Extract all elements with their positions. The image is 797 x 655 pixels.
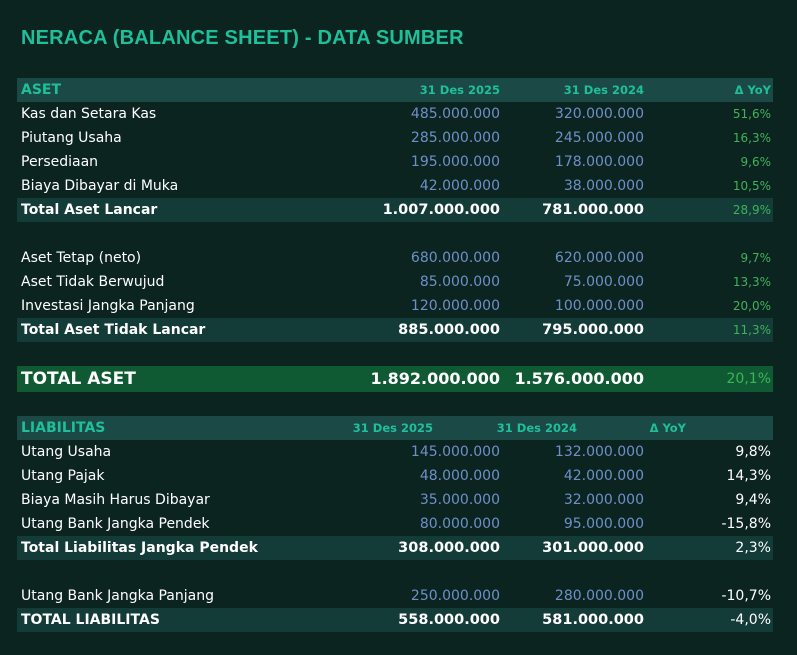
- grand-total-label: TOTAL ASET: [21, 369, 136, 389]
- table-row[interactable]: [17, 584, 773, 608]
- row-value-2025: 85.000.000: [419, 274, 500, 290]
- row-label: Utang Usaha: [21, 444, 112, 460]
- total-value-2025: 308.000.000: [398, 540, 500, 556]
- row-value-2025: 680.000.000: [410, 250, 500, 266]
- liabilitas-header-label: LIABILITAS: [21, 420, 106, 436]
- row-value-2024: 100.000.000: [554, 298, 644, 314]
- total-row[interactable]: [17, 536, 773, 560]
- table-row[interactable]: [17, 126, 773, 150]
- table-row[interactable]: [17, 270, 773, 294]
- row-value-2025: 35.000.000: [419, 492, 500, 508]
- total-row[interactable]: [17, 318, 773, 342]
- table-row[interactable]: [17, 464, 773, 488]
- row-value-2025: 120.000.000: [410, 298, 500, 314]
- total-value-2025: 885.000.000: [398, 322, 500, 338]
- row-yoy: 9,7%: [740, 251, 771, 265]
- row-yoy: 10,5%: [732, 179, 771, 193]
- total-value-2024: 581.000.000: [542, 612, 644, 628]
- row-label: Kas dan Setara Kas: [21, 106, 157, 122]
- row-yoy: 9,8%: [735, 444, 771, 460]
- row-yoy: 9,6%: [740, 155, 771, 169]
- table-row[interactable]: [17, 488, 773, 512]
- row-value-2025: 145.000.000: [410, 444, 500, 460]
- grand-total-value-2025: 1.892.000.000: [370, 369, 500, 388]
- row-value-2024: 132.000.000: [554, 444, 644, 460]
- total-yoy: -4,0%: [730, 612, 771, 628]
- total-yoy: 28,9%: [732, 203, 771, 217]
- aset-header-row[interactable]: [17, 78, 773, 102]
- row-yoy: 16,3%: [732, 131, 771, 145]
- row-yoy: 13,3%: [732, 275, 771, 289]
- row-label: Piutang Usaha: [21, 130, 122, 146]
- row-yoy: 20,0%: [732, 299, 771, 313]
- row-label: Persediaan: [21, 154, 99, 170]
- aset-header-col-2024: 31 Des 2024: [563, 83, 644, 97]
- total-label: Total Liabilitas Jangka Pendek: [21, 540, 258, 556]
- grand-total-value-2024: 1.576.000.000: [514, 369, 644, 388]
- row-yoy: 14,3%: [726, 468, 771, 484]
- row-value-2024: 38.000.000: [563, 178, 644, 194]
- total-label: Total Aset Tidak Lancar: [21, 322, 206, 338]
- total-label: TOTAL LIABILITAS: [21, 612, 160, 628]
- row-label: Investasi Jangka Panjang: [21, 298, 195, 314]
- table-row[interactable]: [17, 102, 773, 126]
- row-label: Biaya Dibayar di Muka: [21, 178, 179, 194]
- row-value-2025: 48.000.000: [419, 468, 500, 484]
- row-value-2025: 485.000.000: [410, 106, 500, 122]
- sheet-title: NERACA (BALANCE SHEET) - DATA SUMBER: [21, 27, 464, 49]
- row-label: Utang Bank Jangka Panjang: [21, 588, 214, 604]
- aset-header-col-yoy: Δ YoY: [734, 83, 771, 97]
- row-value-2024: 320.000.000: [554, 106, 644, 122]
- aset-header-col-2025: 31 Des 2025: [419, 83, 500, 97]
- row-value-2024: 75.000.000: [563, 274, 644, 290]
- row-value-2024: 95.000.000: [563, 516, 644, 532]
- liabilitas-header-col-2025: 31 Des 2025: [352, 421, 433, 435]
- table-row[interactable]: [17, 440, 773, 464]
- total-label: Total Aset Lancar: [21, 202, 158, 218]
- aset-header-label: ASET: [21, 82, 62, 98]
- row-value-2024: 245.000.000: [554, 130, 644, 146]
- table-row[interactable]: [17, 150, 773, 174]
- table-row[interactable]: [17, 174, 773, 198]
- liabilitas-header-col-yoy: Δ YoY: [649, 421, 686, 435]
- row-yoy: -10,7%: [721, 588, 771, 604]
- row-value-2024: 280.000.000: [554, 588, 644, 604]
- table-row[interactable]: [17, 294, 773, 318]
- row-label: Aset Tidak Berwujud: [21, 274, 165, 290]
- row-value-2025: 80.000.000: [419, 516, 500, 532]
- table-row[interactable]: [17, 246, 773, 270]
- row-label: Biaya Masih Harus Dibayar: [21, 492, 210, 508]
- total-value-2024: 795.000.000: [542, 322, 644, 338]
- row-label: Utang Bank Jangka Pendek: [21, 516, 210, 532]
- total-value-2024: 781.000.000: [542, 202, 644, 218]
- row-value-2025: 195.000.000: [410, 154, 500, 170]
- row-value-2024: 32.000.000: [563, 492, 644, 508]
- row-value-2024: 620.000.000: [554, 250, 644, 266]
- table-row[interactable]: [17, 512, 773, 536]
- total-row[interactable]: [17, 198, 773, 222]
- row-value-2024: 178.000.000: [554, 154, 644, 170]
- row-yoy: 51,6%: [732, 107, 771, 121]
- total-value-2025: 558.000.000: [398, 612, 500, 628]
- grand-total-row[interactable]: [17, 366, 773, 392]
- row-value-2024: 42.000.000: [563, 468, 644, 484]
- total-value-2025: 1.007.000.000: [382, 202, 500, 218]
- row-yoy: -15,8%: [721, 516, 771, 532]
- total-value-2024: 301.000.000: [542, 540, 644, 556]
- liabilitas-header-row[interactable]: [17, 416, 773, 440]
- grand-total-yoy: 20,1%: [726, 371, 771, 387]
- total-yoy: 11,3%: [732, 323, 771, 337]
- row-yoy: 9,4%: [735, 492, 771, 508]
- row-value-2025: 250.000.000: [410, 588, 500, 604]
- row-value-2025: 285.000.000: [410, 130, 500, 146]
- row-label: Aset Tetap (neto): [21, 250, 142, 266]
- liabilitas-header-col-2024: 31 Des 2024: [496, 421, 577, 435]
- row-value-2025: 42.000.000: [419, 178, 500, 194]
- row-label: Utang Pajak: [21, 468, 105, 484]
- total-yoy: 2,3%: [735, 540, 771, 556]
- total-row[interactable]: [17, 608, 773, 632]
